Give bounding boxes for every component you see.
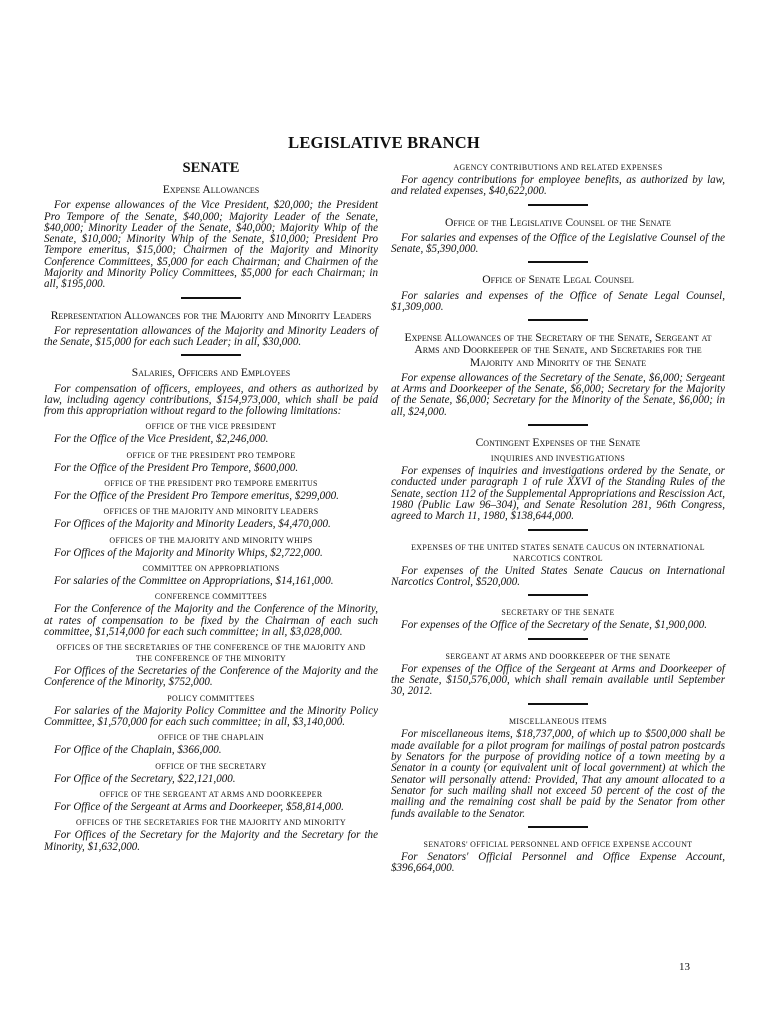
section-divider <box>528 424 588 426</box>
subheading-conference-committees: CONFERENCE COMMITTEES <box>154 592 268 602</box>
paragraph-secretary-of-the-senate: For expenses of the Office of the Secretary of the Senate, $1,900,000. <box>401 619 708 632</box>
section-divider <box>181 354 241 356</box>
subheading-vice-president: OFFICE OF THE VICE PRESIDENT <box>145 422 277 432</box>
subheading-chaplain: OFFICE OF THE CHAPLAIN <box>158 733 264 743</box>
subheading-conference-secretaries: OFFICES OF THE SECRETARIES OF THE CONFERENCE OF THE MAJORITY AND THE CONFERENCE OF THE MINORITY <box>56 643 366 664</box>
section-divider <box>528 703 588 705</box>
paragraph-miscellaneous-items: For miscellaneous items, $18,737,000, of which up to $500,000 shall be made available for a pilot program for mailings of postal patron postcards by Senators for the purpose of providing notice of a town meeting by a Senator in a county (or equivalent unit of local government) at which the Senator will personally attend: Provided, That any amount allocated to a Senator for such mailing shall not exceed 50 percent of the cost of the mailing and the remaining cost shall be paid by the Senator from other funds available to the Senator. <box>391 728 725 820</box>
paragraph-official-personnel: For Senators' Official Personnel and Office Expense Account, $396,664,000. <box>391 850 725 875</box>
paragraph-pro-tempore-emeritus: For the Office of the President Pro Tempore emeritus, $299,000. <box>54 490 339 503</box>
subheading-official-personnel: SENATORS' OFFICIAL PERSONNEL AND OFFICE EXPENSE ACCOUNT <box>423 839 693 849</box>
paragraph-agency-contributions: For agency contributions for employee benefits, as authorized by law, and related expenses, $40,622,000. <box>391 174 725 198</box>
section-title-senate: SENATE <box>182 160 240 176</box>
subheading-office-of-the-secretary: OFFICE OF THE SECRETARY <box>155 761 267 771</box>
heading-salaries: Salaries, Officers and Employees <box>131 366 291 380</box>
heading-expense-allowances-secretary: Expense Allowances of the Secretary of the Senate, Sergeant at Arms and Doorkeeper of the Senate, and Secretaries for the Majority and Minority of the Senate <box>404 331 712 369</box>
paragraph-majority-minority-secretaries: For Offices of the Secretary for the Majority and the Secretary for the Minority, $1,632,000. <box>44 829 378 853</box>
subheading-miscellaneous-items: MISCELLANEOUS ITEMS <box>508 717 608 727</box>
subheading-majority-minority-whips: OFFICES OF THE MAJORITY AND MINORITY WHIPS <box>109 535 313 545</box>
section-divider <box>528 826 588 828</box>
page-number: 13 <box>679 961 690 973</box>
paragraph-salaries-intro: For compensation of officers, employees, and others as authorized by law, including agency contributions, $154,973,000, which shall be paid from this appropriation without regard to the following limitations: <box>44 382 378 418</box>
heading-expense-allowances: Expense Allowances <box>162 183 260 196</box>
section-divider <box>528 261 588 263</box>
paragraph-conference-secretaries: For Offices of the Secretaries of the Conference of the Majority and the Conference of the Minority, $752,000. <box>44 665 378 689</box>
paragraph-chaplain: For Office of the Chaplain, $366,000. <box>54 744 222 757</box>
subheading-pro-tempore-emeritus: OFFICE OF THE PRESIDENT PRO TEMPORE EMERITUS <box>104 479 318 489</box>
paragraph-expense-allowances-secretary: For expense allowances of the Secretary of the Senate, $6,000; Sergeant at Arms and Doorkeeper of the Senate, $6,000; Secretary for the Majority of the Senate, $6,000; Secretary for the Minority of the Senate, $6,000; in all, $24,000. <box>391 371 725 418</box>
paragraph-conference-committees: For the Conference of the Majority and the Conference of the Minority, at rates of compensation to be fixed by the Chairman of each such committee, $1,514,000 for each such committee; in all, $3,028,000. <box>44 603 378 638</box>
paragraph-sergeant-at-arms: For Office of the Sergeant at Arms and Doorkeeper, $58,814,000. <box>54 800 344 813</box>
section-divider <box>528 594 588 596</box>
section-divider <box>528 638 588 640</box>
section-divider <box>528 204 588 206</box>
paragraph-legislative-counsel: For salaries and expenses of the Office of the Legislative Counsel of the Senate, $5,390,000. <box>391 231 725 256</box>
subheading-agency-contributions: AGENCY CONTRIBUTIONS AND RELATED EXPENSES <box>453 163 663 172</box>
paragraph-committee-on-appropriations: For salaries of the Committee on Appropriations, $14,161,000. <box>54 574 334 587</box>
paragraph-president-pro-tempore: For the Office of the President Pro Tempore, $600,000. <box>54 461 299 474</box>
section-divider <box>528 319 588 321</box>
paragraph-majority-minority-leaders: For Offices of the Majority and Minority Leaders, $4,470,000. <box>54 518 331 531</box>
right-column <box>391 158 725 874</box>
subheading-president-pro-tempore: OFFICE OF THE PRESIDENT PRO TEMPORE <box>126 450 296 460</box>
paragraph-narcotics-caucus: For expenses of the United States Senate Caucus on International Narcotics Control, $520,000. <box>391 564 725 588</box>
page-title: LEGISLATIVE BRANCH <box>288 133 480 152</box>
subheading-policy-committees: POLICY COMMITTEES <box>167 693 255 703</box>
heading-representation-allowances: Representation Allowances for the Majority and Minority Leaders <box>50 308 372 322</box>
paragraph-inquiries-investigations: For expenses of inquiries and investigations ordered by the Senate, or conducted under paragraph 1 of rule XXVI of the Standing Rules of the Senate, section 112 of the Supplemental Appropriations and Rescission Act, 1980 (Public Law 96–304), and Senate Resolution 281, 96th Congress, agreed to March 11, 1980, $138,644,000. <box>391 465 725 523</box>
subheading-secretary-of-the-senate: SECRETARY OF THE SENATE <box>501 608 615 618</box>
subheading-inquiries-investigations: INQUIRIES AND INVESTIGATIONS <box>490 454 626 464</box>
heading-legal-counsel: Office of Senate Legal Counsel <box>482 273 634 287</box>
paragraph-policy-committees: For salaries of the Majority Policy Committee and the Minority Policy Committee, $1,570,000 for each such committee; in all, $3,140,000. <box>44 704 378 729</box>
subheading-sergeant-at-arms: OFFICE OF THE SERGEANT AT ARMS AND DOORKEEPER <box>99 789 323 799</box>
paragraph-office-of-the-secretary: For Office of the Secretary, $22,121,000. <box>54 772 236 785</box>
section-divider <box>528 529 588 531</box>
paragraph-vice-president: For the Office of the Vice President, $2,246,000. <box>54 433 269 446</box>
left-column <box>44 158 378 853</box>
heading-legislative-counsel: Office of the Legislative Counsel of the Senate <box>445 215 671 229</box>
paragraph-sergeant-at-arms-senate: For expenses of the Office of the Sergeant at Arms and Doorkeeper of the Senate, $150,576,000, which shall remain available until September 30, 2012. <box>391 662 725 698</box>
paragraph-expense-allowances: For expense allowances of the Vice President, $20,000; the President Pro Tempore of the Senate, $40,000; Majority Leader of the Senate, $40,000; Minority Leader of the Senate, $40,000; Majority Whip of the Senate, $10,000; Minority Whip of the Senate, $10,000; President Pro Tempore emeritus, $15,000; Chairmen of the Majority and Minority Conference Committees, $5,000 for each Chairman; and Chairmen of the Majority and Minority Policy Committees, $5,000 for each Chairman; in all, $195,000. <box>44 199 378 291</box>
section-divider <box>181 297 241 299</box>
subheading-narcotics-caucus: EXPENSES OF THE UNITED STATES SENATE CAUCUS ON INTERNATIONAL NARCOTICS CONTROL <box>411 542 705 563</box>
paragraph-majority-minority-whips: For Offices of the Majority and Minority Whips, $2,722,000. <box>54 546 323 559</box>
subheading-majority-minority-leaders: OFFICES OF THE MAJORITY AND MINORITY LEADERS <box>103 507 319 517</box>
subheading-majority-minority-secretaries: OFFICES OF THE SECRETARIES FOR THE MAJORITY AND MINORITY <box>75 818 347 828</box>
paragraph-legal-counsel: For salaries and expenses of the Office of Senate Legal Counsel, $1,309,000. <box>391 289 725 313</box>
paragraph-representation-allowances: For representation allowances of the Majority and Minority Leaders of the Senate, $15,000 for each such Leader; in all, $30,000. <box>44 324 378 349</box>
subheading-sergeant-at-arms-senate: SERGEANT AT ARMS AND DOORKEEPER OF THE SENATE <box>445 651 671 661</box>
subheading-committee-on-appropriations: COMMITTEE ON APPROPRIATIONS <box>142 563 280 573</box>
heading-contingent-expenses: Contingent Expenses of the Senate <box>475 435 641 449</box>
